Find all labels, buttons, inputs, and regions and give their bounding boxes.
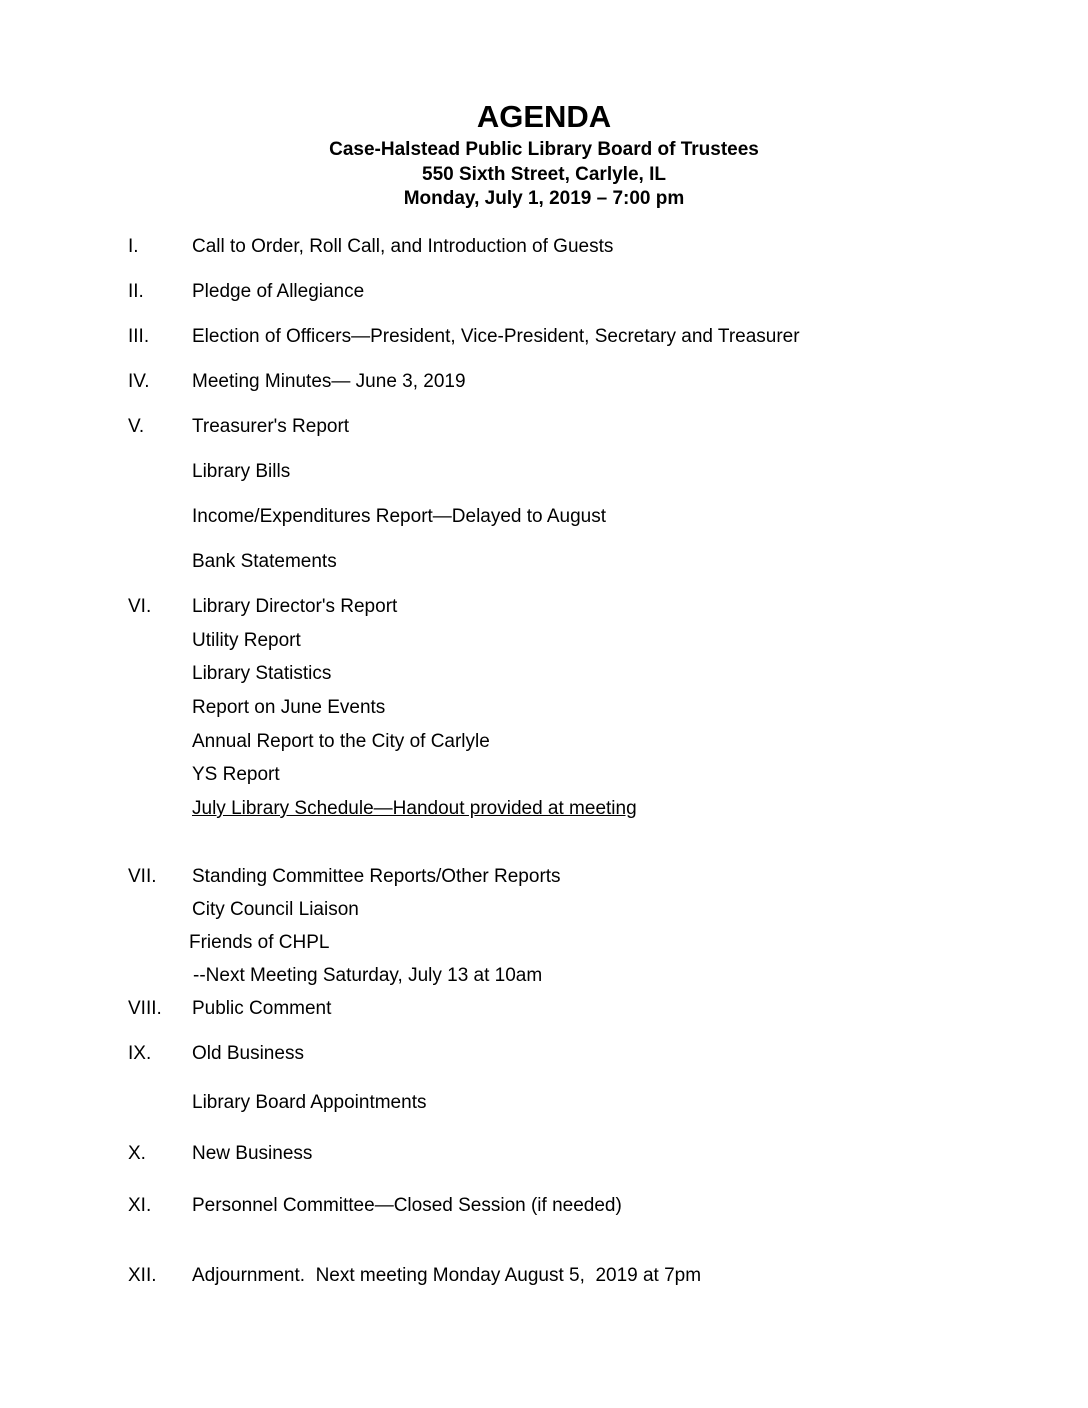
meeting-address: 550 Sixth Street, Carlyle, IL <box>422 164 666 185</box>
sub-item-text: --Next Meeting Saturday, July 13 at 10am <box>193 965 543 986</box>
item-number: X. <box>128 1143 146 1164</box>
sub-item-text: Utility Report <box>192 630 301 651</box>
item-text: Election of Officers—President, Vice-President, Secretary and Treasurer <box>192 326 800 347</box>
item-number: VI. <box>128 596 152 617</box>
item-number: III. <box>128 326 150 347</box>
sub-item-text-underlined: July Library Schedule—Handout provided at meeting <box>192 798 637 819</box>
sub-item-text: Report on June Events <box>192 697 386 718</box>
item-number: VII. <box>128 866 157 887</box>
sub-item-text: Annual Report to the City of Carlyle <box>192 731 490 752</box>
item-text: Pledge of Allegiance <box>192 281 365 302</box>
item-text: Treasurer's Report <box>192 416 350 437</box>
item-number: II. <box>128 281 144 302</box>
agenda-title: AGENDA <box>476 99 612 134</box>
item-number: IV. <box>128 371 150 392</box>
sub-item-text: YS Report <box>192 764 280 785</box>
item-text: Library Director's Report <box>192 596 398 617</box>
item-text: Old Business <box>192 1043 304 1064</box>
item-text: Personnel Committee—Closed Session (if needed) <box>192 1195 622 1216</box>
item-number: V. <box>128 416 145 437</box>
item-text: Public Comment <box>192 998 332 1019</box>
item-text: Meeting Minutes— June 3, 2019 <box>192 371 466 392</box>
sub-item-text: City Council Liaison <box>192 899 359 920</box>
organization-name: Case-Halstead Public Library Board of Trustees <box>329 139 759 160</box>
meeting-datetime: Monday, July 1, 2019 – 7:00 pm <box>403 188 685 209</box>
item-text: Standing Committee Reports/Other Reports <box>192 866 561 887</box>
sub-item-text: Bank Statements <box>192 551 337 572</box>
item-number: XII. <box>128 1265 157 1286</box>
item-number: XI. <box>128 1195 152 1216</box>
item-number: VIII. <box>128 998 162 1019</box>
item-text: New Business <box>192 1143 313 1164</box>
sub-item-text: Library Statistics <box>192 663 332 684</box>
sub-item-text: Income/Expenditures Report—Delayed to August <box>192 506 607 527</box>
item-number: IX. <box>128 1043 152 1064</box>
sub-item-text: Library Board Appointments <box>192 1092 427 1113</box>
sub-item-text: Library Bills <box>192 461 291 482</box>
item-text: Call to Order, Roll Call, and Introduction of Guests <box>192 236 614 257</box>
sub-item-text: Friends of CHPL <box>189 932 330 953</box>
item-number: I. <box>128 236 139 257</box>
item-text: Adjournment. Next meeting Monday August 5, 2019 at 7pm <box>192 1265 702 1286</box>
